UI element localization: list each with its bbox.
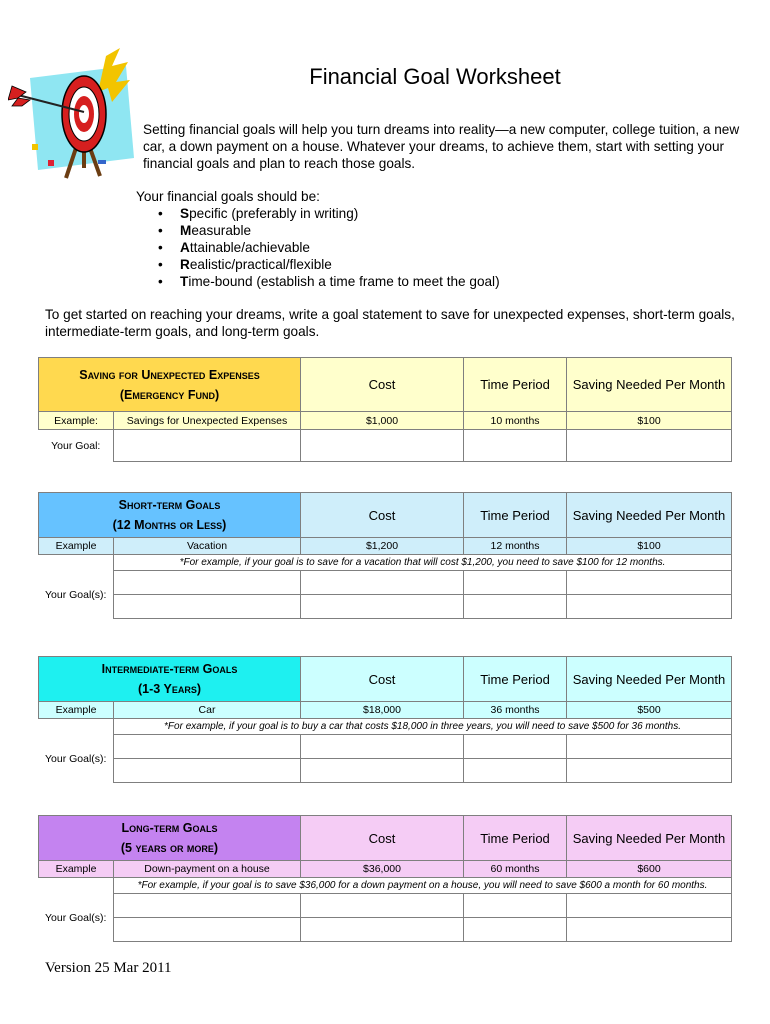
emergency-fund-table: [38, 357, 732, 462]
saving-input-cell[interactable]: [567, 759, 732, 783]
your-goals-label: Your Goal(s):: [45, 752, 107, 765]
goal-input-cell[interactable]: [114, 430, 301, 462]
saving-input-cell[interactable]: [567, 918, 732, 942]
intro-paragraph: Setting financial goals will help you turn dreams into reality—a new computer, college tuition, a new car, a down payment on a house. Whatever your dreams, to achieve them, start with setting your financial goals and plan to reach those goals.: [143, 122, 740, 171]
saving-input-cell[interactable]: [567, 735, 732, 759]
example-cost: $18,000: [301, 702, 464, 719]
short-term-table: [38, 492, 732, 619]
example-cost: $1,000: [301, 412, 464, 430]
cost-input-cell[interactable]: [301, 430, 464, 462]
criteria-item-time-bound: • Time-bound (establish a time frame to meet the goal): [180, 273, 500, 290]
example-note: *For example, if your goal is to save $36,000 for a down payment on a house, you will need to save $600 a month for 60 months.: [114, 878, 732, 894]
example-label: Example:: [39, 412, 114, 430]
cost-input-cell[interactable]: [301, 918, 464, 942]
example-label: Example: [39, 861, 114, 878]
example-goal: Down-payment on a house: [114, 861, 301, 878]
goal-input-cell[interactable]: [114, 759, 301, 783]
saving-header: Saving Needed Per Month: [567, 358, 732, 412]
example-saving: $500: [567, 702, 732, 719]
criteria-item-realistic: • Realistic/practical/flexible: [180, 256, 500, 273]
goal-input-cell[interactable]: [114, 571, 301, 595]
page-title: Financial Goal Worksheet: [309, 64, 561, 89]
example-saving: $100: [567, 538, 732, 555]
example-period: 60 months: [464, 861, 567, 878]
instructions-paragraph: To get started on reaching your dreams, write a goal statement to save for unexpected expenses, short-term goals, intermediate-term goals, and long-term goals.: [45, 307, 735, 339]
example-period: 10 months: [464, 412, 567, 430]
goal-input-cell[interactable]: [114, 894, 301, 918]
cost-input-cell[interactable]: [301, 735, 464, 759]
saving-header: Saving Needed Per Month: [567, 816, 732, 861]
your-goals-label: Your Goal(s):: [45, 588, 107, 601]
example-goal: Vacation: [114, 538, 301, 555]
example-cost: $1,200: [301, 538, 464, 555]
saving-input-cell[interactable]: [567, 595, 732, 619]
criteria-list: [136, 205, 500, 290]
period-input-cell[interactable]: [464, 571, 567, 595]
example-label: Example: [39, 702, 114, 719]
cost-input-cell[interactable]: [301, 894, 464, 918]
long-term-section-title: Long-term Goals (5 years or more): [39, 816, 301, 861]
period-input-cell[interactable]: [464, 918, 567, 942]
cost-header: Cost: [301, 657, 464, 702]
period-input-cell[interactable]: [464, 595, 567, 619]
example-goal: Car: [114, 702, 301, 719]
criteria-item-measurable: • Measurable: [180, 222, 500, 239]
example-note: *For example, if your goal is to save for a vacation that will cost $1,200, you need to save $100 for 12 months.: [114, 555, 732, 571]
time-period-header: Time Period: [464, 493, 567, 538]
intermediate-term-table: [38, 656, 732, 783]
example-cost: $36,000: [301, 861, 464, 878]
cost-header: Cost: [301, 358, 464, 412]
criteria-item-attainable: • Attainable/achievable: [180, 239, 500, 256]
goal-input-cell[interactable]: [114, 595, 301, 619]
spacer-cell: [39, 719, 114, 735]
period-input-cell[interactable]: [464, 735, 567, 759]
time-period-header: Time Period: [464, 816, 567, 861]
spacer-cell: [39, 555, 114, 571]
goal-criteria: [136, 188, 500, 290]
version-label: Version 25 Mar 2011: [45, 960, 172, 976]
criteria-item-specific: • Specific (preferably in writing): [180, 205, 500, 222]
your-goals-label: Your Goal(s):: [45, 911, 107, 924]
long-term-table: [38, 815, 732, 942]
cost-header: Cost: [301, 493, 464, 538]
example-label: Example: [39, 538, 114, 555]
period-input-cell[interactable]: [464, 894, 567, 918]
example-saving: $100: [567, 412, 732, 430]
goal-input-cell[interactable]: [114, 735, 301, 759]
cost-input-cell[interactable]: [301, 759, 464, 783]
example-saving: $600: [567, 861, 732, 878]
saving-header: Saving Needed Per Month: [567, 657, 732, 702]
criteria-heading: Your financial goals should be:: [136, 189, 320, 204]
example-note: *For example, if your goal is to buy a car that costs $18,000 in three years, you will need to save $500 for 36 months.: [114, 719, 732, 735]
time-period-header: Time Period: [464, 358, 567, 412]
cost-header: Cost: [301, 816, 464, 861]
saving-input-cell[interactable]: [567, 430, 732, 462]
period-input-cell[interactable]: [464, 759, 567, 783]
time-period-header: Time Period: [464, 657, 567, 702]
saving-input-cell[interactable]: [567, 894, 732, 918]
short-term-section-title: Short-term Goals (12 Months or Less): [39, 493, 301, 538]
emergency-section-title: Saving for Unexpected Expenses (Emergency Fund): [39, 358, 301, 412]
goal-input-cell[interactable]: [114, 918, 301, 942]
example-period: 12 months: [464, 538, 567, 555]
spacer-cell: [39, 878, 114, 894]
example-goal: Savings for Unexpected Expenses: [114, 412, 301, 430]
your-goal-label: Your Goal:: [51, 439, 101, 452]
saving-header: Saving Needed Per Month: [567, 493, 732, 538]
intermediate-section-title: Intermediate-term Goals (1-3 Years): [39, 657, 301, 702]
period-input-cell[interactable]: [464, 430, 567, 462]
cost-input-cell[interactable]: [301, 571, 464, 595]
example-period: 36 months: [464, 702, 567, 719]
saving-input-cell[interactable]: [567, 571, 732, 595]
cost-input-cell[interactable]: [301, 595, 464, 619]
